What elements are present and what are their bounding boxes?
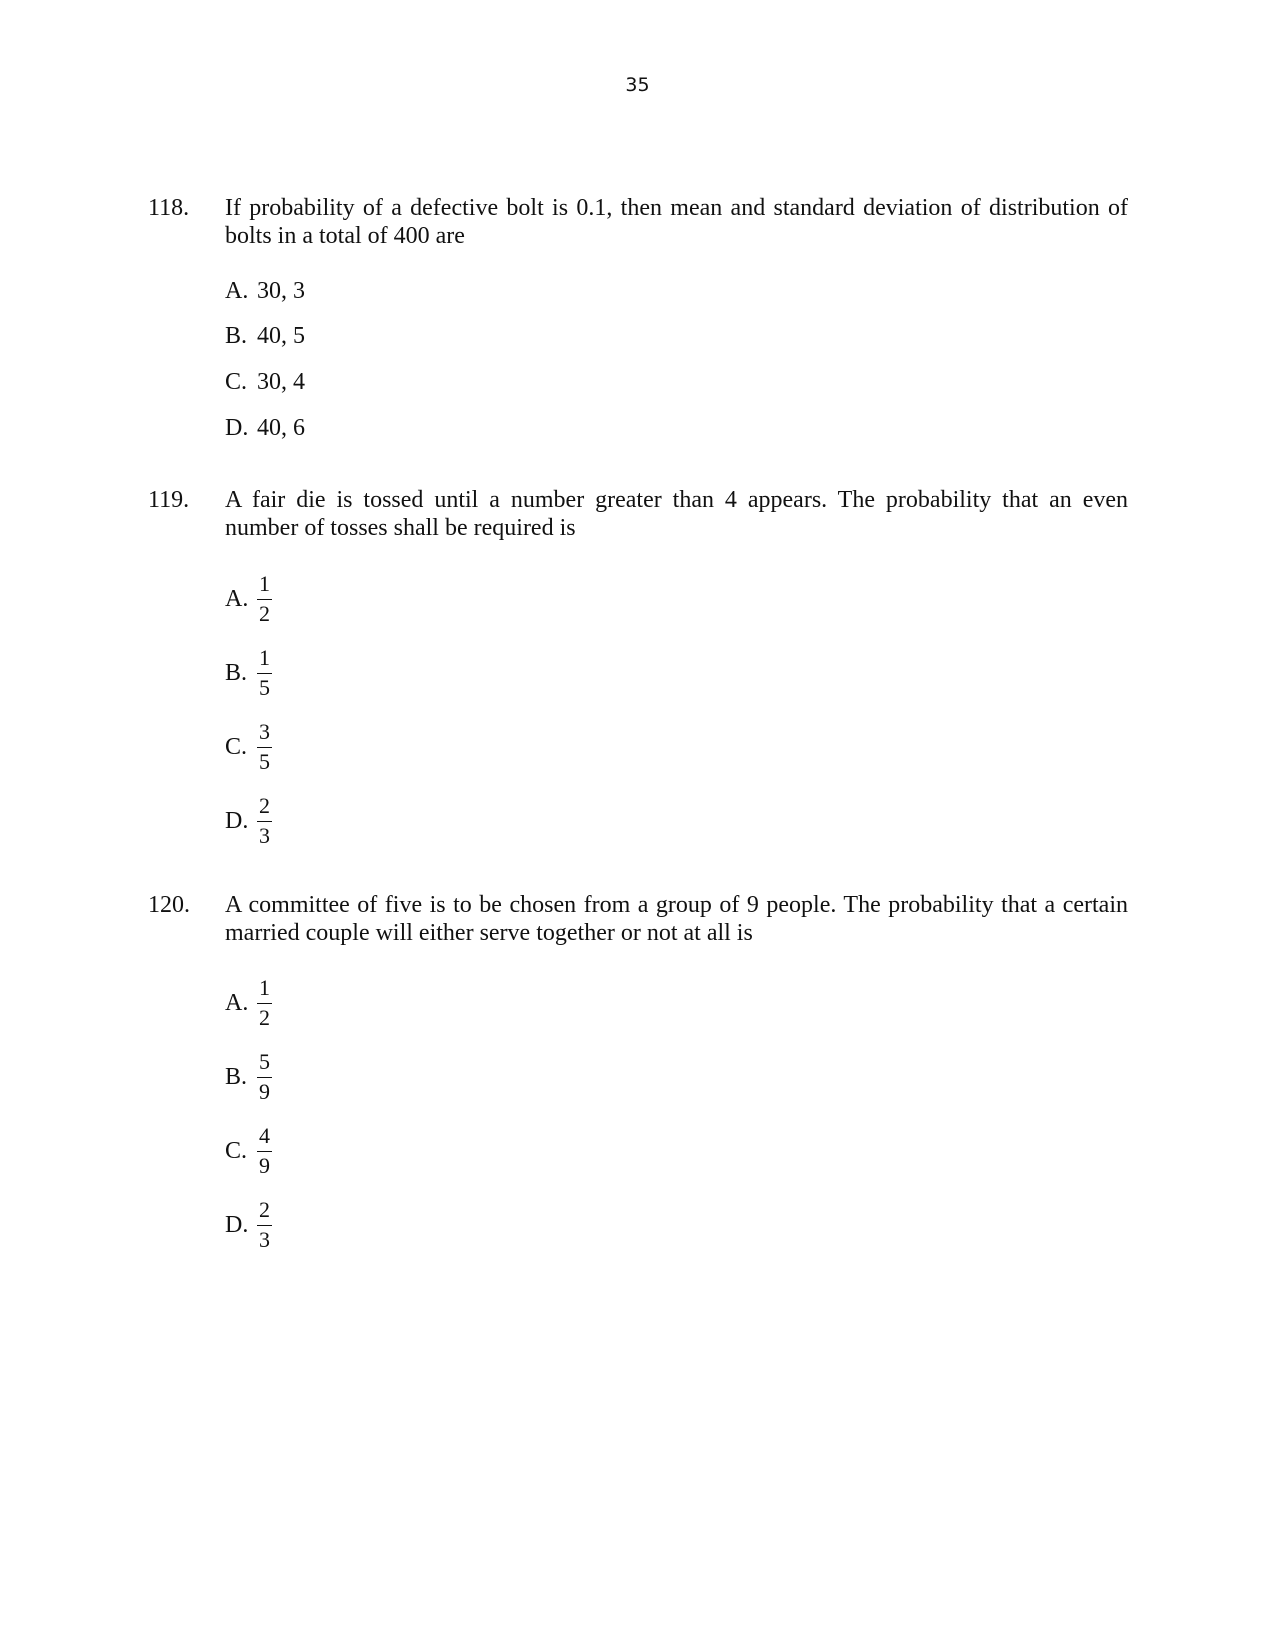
option-b — [225, 646, 272, 700]
question-text: A committee of five is to be chosen from a group of 9 people. The probability that a certain married couple will either serve together or not at all is — [225, 892, 1128, 946]
fraction-numerator: 5 — [257, 1050, 272, 1078]
question-number: 119. — [148, 487, 190, 513]
fraction-numerator: 1 — [257, 976, 272, 1004]
fraction-denominator: 2 — [259, 601, 270, 626]
question-number: 118. — [148, 195, 190, 221]
option-c — [225, 720, 272, 774]
fraction-numerator: 3 — [257, 720, 272, 748]
fraction — [257, 1198, 272, 1252]
option-d — [225, 415, 305, 442]
option-letter: A. — [225, 278, 249, 304]
option-c — [225, 1124, 272, 1178]
option-a — [225, 976, 272, 1030]
page-number: 35 — [625, 74, 650, 96]
fraction-numerator: 2 — [257, 794, 272, 822]
option-letter: D. — [225, 1211, 249, 1238]
fraction — [257, 572, 272, 626]
fraction-numerator: 1 — [257, 572, 272, 600]
question-text: A fair die is tossed until a number greater than 4 appears. The probability that an even number of tosses shall be required is — [225, 487, 1128, 541]
option-letter: B. — [225, 323, 248, 349]
option-letter: B. — [225, 1063, 248, 1090]
fraction — [257, 646, 272, 700]
question-text: If probability of a defective bolt is 0.1, then mean and standard deviation of distribution of bolts in a total of 400 are — [225, 195, 1128, 249]
option-letter: C. — [225, 733, 248, 760]
option-letter: C. — [225, 369, 248, 395]
option-a — [225, 278, 305, 305]
option-d — [225, 794, 272, 848]
fraction-denominator: 5 — [259, 675, 270, 700]
fraction-denominator: 9 — [259, 1079, 270, 1104]
fraction-numerator: 1 — [257, 646, 272, 674]
option-value: 30, 4 — [257, 369, 305, 395]
fraction — [257, 1050, 272, 1104]
option-letter: D. — [225, 807, 249, 834]
question-number: 120. — [148, 892, 190, 918]
option-letter: B. — [225, 659, 248, 686]
fraction-denominator: 3 — [259, 823, 270, 848]
fraction — [257, 720, 272, 774]
option-value: 40, 6 — [257, 415, 305, 441]
option-letter: C. — [225, 1137, 248, 1164]
fraction-denominator: 9 — [259, 1153, 270, 1178]
option-letter: A. — [225, 989, 249, 1016]
fraction-numerator: 2 — [257, 1198, 272, 1226]
fraction-denominator: 3 — [259, 1227, 270, 1252]
fraction — [257, 794, 272, 848]
option-c — [225, 369, 305, 396]
fraction — [257, 976, 272, 1030]
option-letter: D. — [225, 415, 249, 441]
option-letter: A. — [225, 585, 249, 612]
fraction-denominator: 5 — [259, 749, 270, 774]
fraction-numerator: 4 — [257, 1124, 272, 1152]
option-b — [225, 1050, 272, 1104]
option-a — [225, 572, 272, 626]
option-d — [225, 1198, 272, 1252]
fraction — [257, 1124, 272, 1178]
option-value: 30, 3 — [257, 278, 305, 304]
fraction-denominator: 2 — [259, 1005, 270, 1030]
option-value: 40, 5 — [257, 323, 305, 349]
option-b — [225, 323, 305, 350]
